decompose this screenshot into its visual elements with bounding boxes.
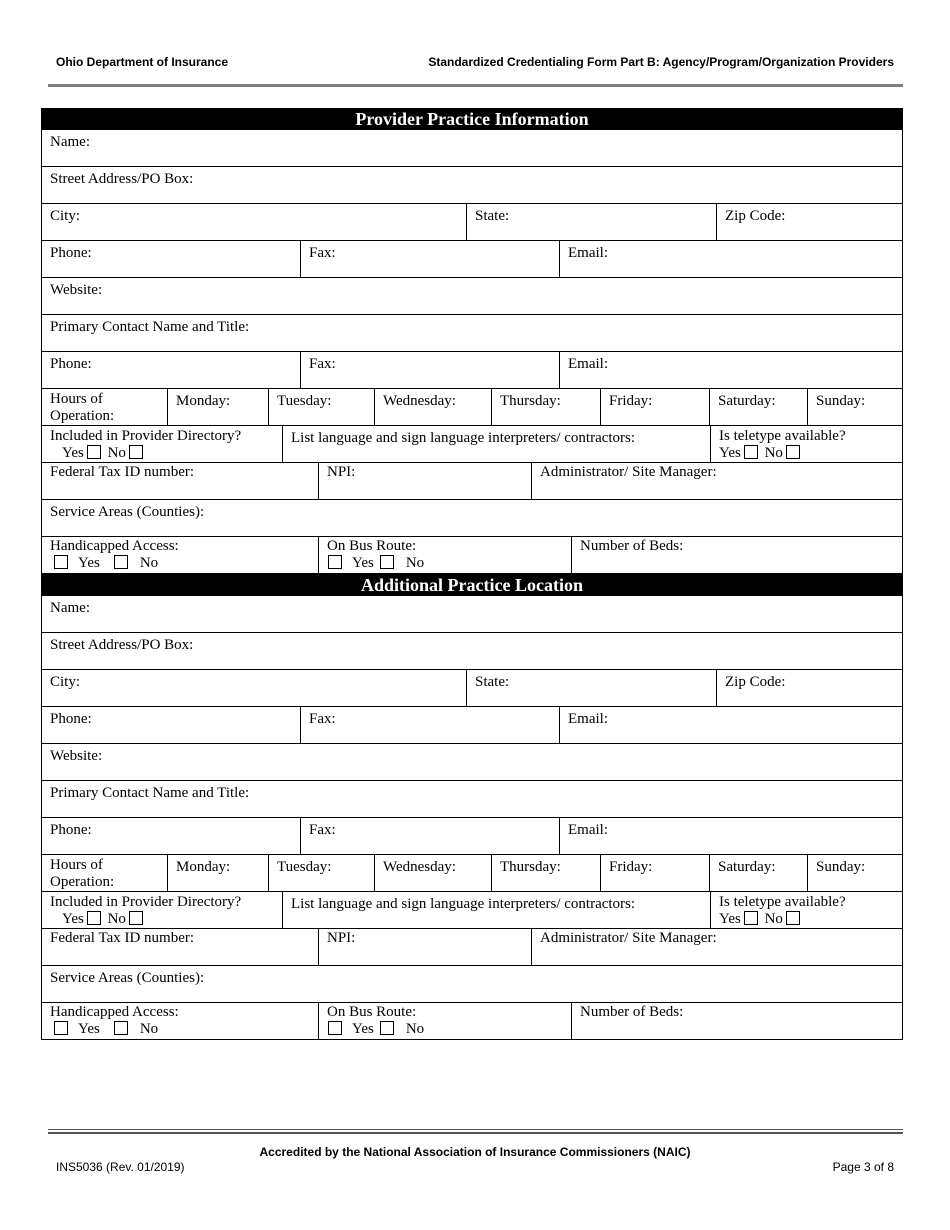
service-areas-field[interactable]: Service Areas (Counties):: [50, 504, 205, 520]
npi-field[interactable]: NPI:: [319, 463, 532, 499]
state-field[interactable]: State:: [467, 204, 717, 240]
footer-form-code: INS5036 (Rev. 01/2019): [56, 1160, 185, 1174]
handicapped-yes-checkbox[interactable]: [54, 555, 68, 569]
contact-email-field[interactable]: Email:: [568, 356, 608, 372]
contact-fax-field[interactable]: Fax:: [301, 352, 560, 388]
name-row: [41, 596, 903, 633]
header-rule: [48, 84, 903, 87]
name-field[interactable]: Name:: [50, 134, 90, 150]
header-form-title: Standardized Credentialing Form Part B: Agency/Program/Organization Providers: [428, 55, 894, 69]
primary-contact-field[interactable]: Primary Contact Name and Title:: [50, 319, 250, 335]
administrator-field[interactable]: Administrator/ Site Manager:: [540, 930, 717, 946]
credentialing-form: [41, 108, 903, 1040]
primary-contact-field[interactable]: Primary Contact Name and Title:: [50, 785, 250, 801]
hours-row: [41, 389, 903, 426]
thursday-field[interactable]: Thursday:: [492, 389, 601, 425]
footer-rule: [48, 1129, 903, 1134]
hours-label: Hours of Operation:: [42, 855, 168, 891]
wednesday-field[interactable]: Wednesday:: [375, 389, 492, 425]
bus-route-field: On Bus Route: Yes No: [319, 1003, 572, 1039]
directory-yes-checkbox[interactable]: [87, 911, 101, 925]
access-row: [41, 1003, 903, 1040]
street-address-field[interactable]: Street Address/PO Box:: [50, 637, 194, 653]
city-field[interactable]: City:: [42, 204, 467, 240]
email-field[interactable]: Email:: [568, 711, 608, 727]
service-areas-row: [41, 500, 903, 537]
footer-page-number: Page 3 of 8: [832, 1160, 894, 1174]
phone-field[interactable]: Phone:: [42, 241, 301, 277]
section-title: Additional Practice Location: [41, 574, 903, 596]
handicapped-access-field: Handicapped Access: Yes No: [42, 1003, 319, 1039]
saturday-field[interactable]: Saturday:: [710, 389, 808, 425]
teletype-yes-checkbox[interactable]: [744, 911, 758, 925]
tax-id-field[interactable]: Federal Tax ID number:: [42, 463, 319, 499]
email-field[interactable]: Email:: [568, 245, 608, 261]
name-field[interactable]: Name:: [50, 600, 90, 616]
service-areas-field[interactable]: Service Areas (Counties):: [50, 970, 205, 986]
handicapped-no-checkbox[interactable]: [114, 555, 128, 569]
primary-contact-row: [41, 315, 903, 352]
header-org: Ohio Department of Insurance: [56, 55, 229, 69]
handicapped-yes-checkbox[interactable]: [54, 1021, 68, 1035]
handicapped-no-checkbox[interactable]: [114, 1021, 128, 1035]
handicapped-access-field: Handicapped Access: Yes No: [42, 537, 319, 573]
teletype-yes-checkbox[interactable]: [744, 445, 758, 459]
contact-row: [41, 707, 903, 744]
contact-phone-field[interactable]: Phone:: [42, 352, 301, 388]
bus-route-yes-checkbox[interactable]: [328, 1021, 342, 1035]
contact-email-field[interactable]: Email:: [568, 822, 608, 838]
thursday-field[interactable]: Thursday:: [492, 855, 601, 891]
bus-route-yes-checkbox[interactable]: [328, 555, 342, 569]
directory-no-checkbox[interactable]: [129, 445, 143, 459]
bus-route-no-checkbox[interactable]: [380, 1021, 394, 1035]
contact-phone-row: [41, 818, 903, 855]
fax-field[interactable]: Fax:: [301, 241, 560, 277]
website-field[interactable]: Website:: [50, 282, 103, 298]
directory-field: Included in Provider Directory? Yes No: [42, 426, 283, 462]
friday-field[interactable]: Friday:: [601, 389, 710, 425]
number-of-beds-field[interactable]: Number of Beds:: [580, 538, 684, 554]
teletype-field: Is teletype available? Yes No: [719, 428, 846, 461]
footer-accreditation: Accredited by the National Association of Insurance Commissioners (NAIC): [259, 1145, 691, 1159]
tax-row: [41, 463, 903, 500]
fax-field[interactable]: Fax:: [301, 707, 560, 743]
sunday-field[interactable]: Sunday:: [816, 859, 866, 875]
zip-code-field[interactable]: Zip Code:: [725, 208, 786, 224]
hours-row: [41, 855, 903, 892]
npi-field[interactable]: NPI:: [319, 929, 532, 965]
saturday-field[interactable]: Saturday:: [710, 855, 808, 891]
service-areas-row: [41, 966, 903, 1003]
tuesday-field[interactable]: Tuesday:: [269, 855, 375, 891]
state-field[interactable]: State:: [467, 670, 717, 706]
contact-phone-row: [41, 352, 903, 389]
directory-row: [41, 892, 903, 929]
tax-row: [41, 929, 903, 966]
primary-contact-row: [41, 781, 903, 818]
contact-phone-field[interactable]: Phone:: [42, 818, 301, 854]
website-row: [41, 278, 903, 315]
form-section: [41, 108, 903, 574]
zip-code-field[interactable]: Zip Code:: [725, 674, 786, 690]
form-section: [41, 574, 903, 1040]
teletype-no-checkbox[interactable]: [786, 911, 800, 925]
phone-field[interactable]: Phone:: [42, 707, 301, 743]
administrator-field[interactable]: Administrator/ Site Manager:: [540, 464, 717, 480]
teletype-no-checkbox[interactable]: [786, 445, 800, 459]
bus-route-no-checkbox[interactable]: [380, 555, 394, 569]
directory-row: [41, 426, 903, 463]
access-row: [41, 537, 903, 574]
tax-id-field[interactable]: Federal Tax ID number:: [42, 929, 319, 965]
section-title: Provider Practice Information: [41, 108, 903, 130]
directory-field: Included in Provider Directory? Yes No: [42, 892, 283, 928]
teletype-field: Is teletype available? Yes No: [719, 894, 846, 927]
bus-route-field: On Bus Route: Yes No: [319, 537, 572, 573]
monday-field[interactable]: Monday:: [168, 855, 269, 891]
languages-field[interactable]: List language and sign language interpreters/ contractors:: [283, 426, 711, 462]
city-field[interactable]: City:: [42, 670, 467, 706]
languages-field[interactable]: List language and sign language interpreters/ contractors:: [283, 892, 711, 928]
friday-field[interactable]: Friday:: [601, 855, 710, 891]
tuesday-field[interactable]: Tuesday:: [269, 389, 375, 425]
number-of-beds-field[interactable]: Number of Beds:: [580, 1004, 684, 1020]
monday-field[interactable]: Monday:: [168, 389, 269, 425]
street-row: [41, 633, 903, 670]
wednesday-field[interactable]: Wednesday:: [375, 855, 492, 891]
city-state-zip-row: [41, 670, 903, 707]
directory-yes-checkbox[interactable]: [87, 445, 101, 459]
name-row: [41, 130, 903, 167]
sunday-field[interactable]: Sunday:: [816, 393, 866, 409]
street-address-field[interactable]: Street Address/PO Box:: [50, 171, 194, 187]
website-row: [41, 744, 903, 781]
website-field[interactable]: Website:: [50, 748, 103, 764]
city-state-zip-row: [41, 204, 903, 241]
street-row: [41, 167, 903, 204]
contact-fax-field[interactable]: Fax:: [301, 818, 560, 854]
directory-no-checkbox[interactable]: [129, 911, 143, 925]
contact-row: [41, 241, 903, 278]
hours-label: Hours of Operation:: [42, 389, 168, 425]
